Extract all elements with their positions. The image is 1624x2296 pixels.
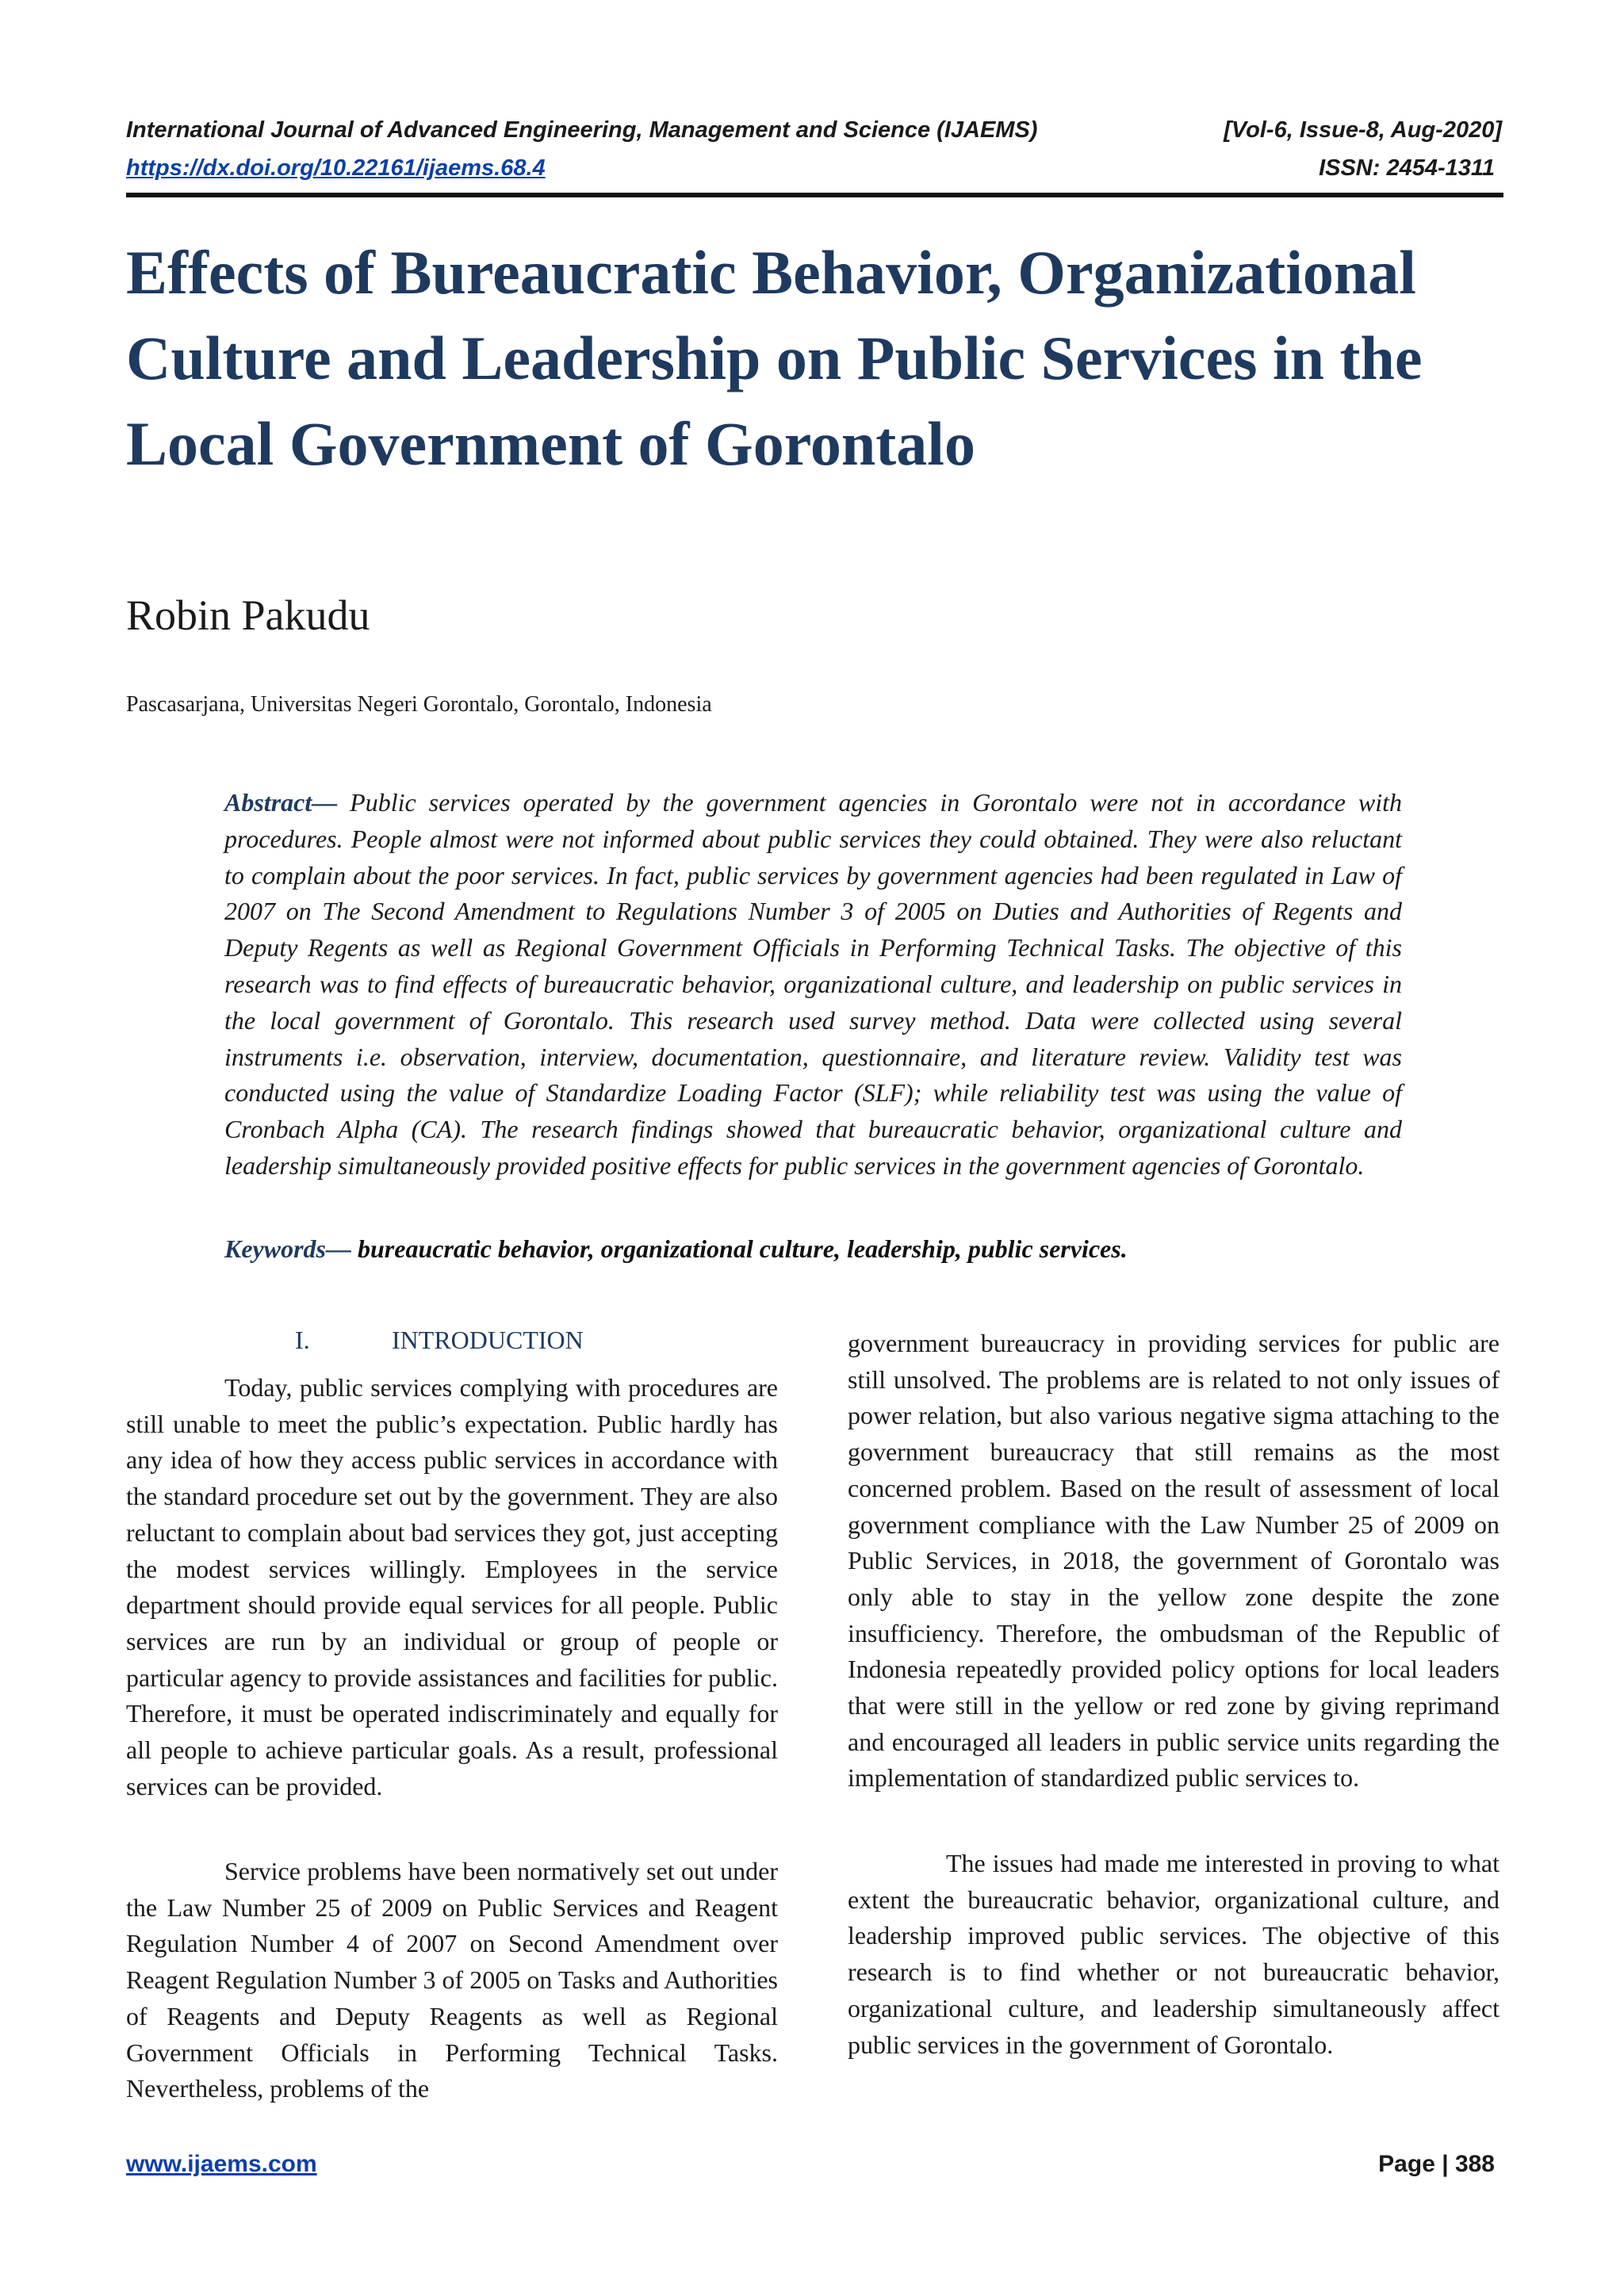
right-paragraph-2: The issues had made me interested in proving to what extent the bureaucratic behavior, organizational culture, and leadership improved public services. The objective of this research is to find whether or not bureaucratic behavior, organizational culture, and leadership simultaneously affect public services in the government of Gorontalo. (848, 1849, 1500, 2059)
left-paragraph-2: Service problems have been normatively set out under the Law Number 25 of 2009 on Public Services and Reagent Regulation Number 4 of 2007 on Second Amendment over Reagent Regulation Number 3 of 2005 on Tasks and Authorities of Reagents and Deputy Reagents as well as Regional Government Officials in Performing Technical Tasks. Nevertheless, problems of the (126, 1857, 778, 2103)
abstract-text: Public services operated by the government agencies in Gorontalo were not in accordance with procedures. People almost were not informed about public services they could obtained. They were also reluctant to complain about the poor services. In fact, public services by government agencies had been regulated in Law of 2007 on The Second Amendment to Regulations Number 3 of 2005 on Duties and Authorities of Regents and Deputy Regents as well as Regional Government Officials in Performing Technical Tasks. The objective of this research was to find effects of bureaucratic behavior, organizational culture, and leadership on public services in the local government of Gorontalo. This research used survey method. Data were collected using several instruments i.e. observation, interview, documentation, questionnaire, and literature review. Validity test was conducted using the value of Standardize Loading Factor (SLF); while reliability test was using the value of Cronbach Alpha (CA). The research findings showed that bureaucratic behavior, organizational culture and leadership simultaneously provided positive effects for public services in the government agencies of Gorontalo. (224, 788, 1402, 1180)
section-heading (295, 1326, 584, 1355)
author-name: Robin Pakudu (126, 591, 370, 639)
paper-title: Effects of Bureaucratic Behavior, Organizational Culture and Leadership on Public Services in the Local Government of Gorontalo (126, 238, 1423, 478)
header-rule (126, 193, 1503, 197)
volume-issue: [Vol-6, Issue-8, Aug-2020] (1224, 117, 1502, 143)
author-affiliation: Pascasarjana, Universitas Negeri Gorontalo, Gorontalo, Indonesia (126, 692, 712, 717)
website-link[interactable]: www.ijaems.com (126, 2151, 317, 2177)
doi-link[interactable]: https://dx.doi.org/10.22161/ijaems.68.4 (126, 155, 546, 181)
page-number: Page | 388 (1378, 2151, 1495, 2177)
section-number: I. (295, 1326, 310, 1354)
abstract (224, 785, 1402, 1184)
abstract-label: Abstract— (224, 788, 338, 817)
keywords-text: bureaucratic behavior, organizational culture, leadership, public services. (351, 1234, 1128, 1263)
keywords (224, 1231, 1402, 1267)
right-paragraph-1: government bureaucracy in providing services for public are still unsolved. The problems are is related to not only issues of power relation, but also various negative sigma attaching to the government bureaucracy that still remains as the most concerned problem. Based on the result of assessment of local government compliance with the Law Number 25 of 2009 on Public Services, in 2018, the government of Gorontalo was only able to stay in the yellow zone despite the zone insufficiency. Therefore, the ombudsman of the Republic of Indonesia repeatedly provided policy options for local leaders that were still in the yellow or red zone by giving reprimand and encouraged all leaders in public service units regarding the implementation of standardized public services to. (848, 1329, 1500, 1793)
issn: ISSN: 2454-1311 (1319, 155, 1495, 181)
keywords-label: Keywords— (224, 1234, 351, 1263)
left-paragraph-1: Today, public services complying with procedures are still unable to meet the public’s expectation. Public hardly has any idea of how they access public services in accordance with the standard procedure set out by the government. They are also reluctant to complain about bad services they got, just accepting the modest services willingly. Employees in the service department should provide equal services for all people. Public services are run by an individual or group of people or particular agency to provide assistances and facilities for public. Therefore, it must be operated indiscriminately and equally for all people to achieve particular goals. As a result, professional services can be provided. (126, 1373, 778, 1800)
journal-name: International Journal of Advanced Engineering, Management and Science (IJAEMS) (126, 117, 1038, 143)
section-title: INTRODUCTION (392, 1326, 584, 1354)
